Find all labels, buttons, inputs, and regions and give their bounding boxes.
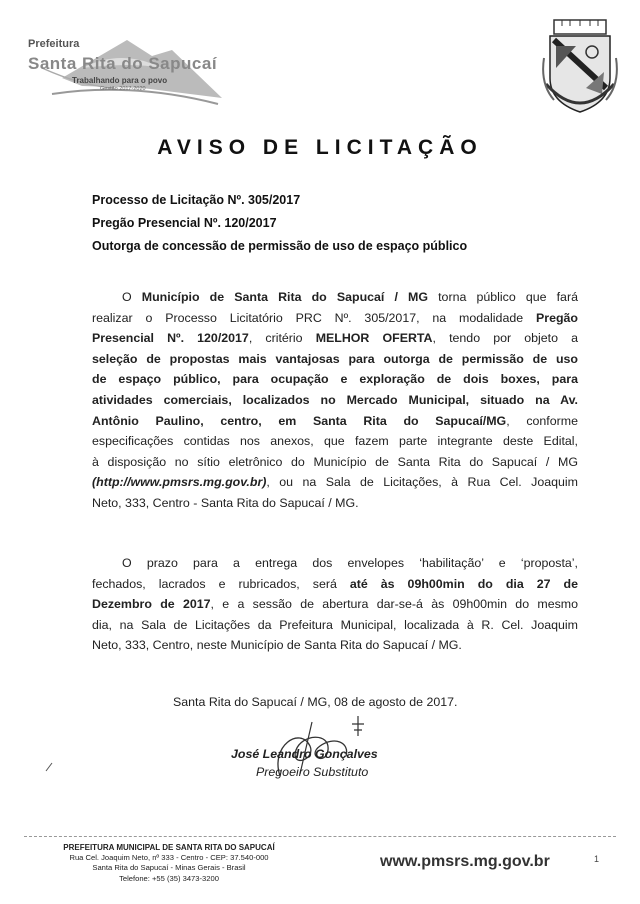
signatory-name: José Leandro Gonçalves xyxy=(231,747,378,761)
paragraph-line: realizar o Processo Licitatório PRC Nº. 305/2017, na modalidade Pregão xyxy=(92,310,578,325)
process-number: Processo de Licitação Nº. 305/2017 xyxy=(92,193,301,207)
prefeitura-logo xyxy=(22,28,222,118)
paragraph-line: fechados, lacrados e rubricados, será até às 09h00min do dia 27 de xyxy=(92,576,578,591)
page-title: AVISO DE LICITAÇÃO xyxy=(157,136,483,159)
paragraph-line: Antônio Paulino, centro, em Santa Rita do Sapucaí/MG, conforme xyxy=(92,413,578,428)
footer-street: Rua Cel. Joaquim Neto, nº 333 - Centro - CEP: 37.540-000 xyxy=(69,853,269,863)
paragraph-line: (http://www.pmsrs.mg.gov.br), ou na Sala de Licitações, à Rua Cel. Joaquim xyxy=(92,475,578,490)
footer-website: www.pmsrs.mg.gov.br xyxy=(380,853,550,870)
footer-city: Santa Rita do Sapucaí - Minas Gerais - Brasil xyxy=(92,863,246,873)
paragraph-line: de espaço público, para ocupação e exploração de dois boxes, para xyxy=(92,372,578,387)
footer-address xyxy=(24,843,314,884)
paragraph-line: atividades comerciais, localizados no Mercado Municipal, situado na Av. xyxy=(92,392,578,407)
logo-line-gestao: Gestão 2017-2020 xyxy=(100,86,146,92)
paragraph-line: Neto, 333, Centro, neste Município de Santa Rita do Sapucaí / MG. xyxy=(92,638,462,653)
paragraph-line: especificações contidas nos anexos, que fazem parte integrante deste Edital, xyxy=(92,434,578,449)
paragraph-2 xyxy=(92,553,578,656)
page-number: 1 xyxy=(594,854,600,864)
paragraph-line: O Município de Santa Rita do Sapucaí / MG torna público que fará xyxy=(122,290,578,304)
paragraph-line: Presencial Nº. 120/2017, critério MELHOR OFERTA, tendo por objeto a xyxy=(92,331,578,346)
footer-org-name: PREFEITURA MUNICIPAL DE SANTA RITA DO SAPUCAÍ xyxy=(63,843,275,852)
footer-divider xyxy=(24,836,616,837)
process-object: Outorga de concessão de permissão de uso de espaço público xyxy=(92,239,468,253)
paragraph-1 xyxy=(92,287,578,514)
footer-phone: Telefone: +55 (35) 3473-3200 xyxy=(119,873,219,883)
paragraph-line: dia, na Sala de Licitações da Prefeitura Municipal, localizada à R. Cel. Joaquim xyxy=(92,617,578,632)
paragraph-line: seleção de propostas mais vantajosas para outorga de permissão de uso xyxy=(92,351,578,366)
logo-line-city: Santa Rita do Sapucaí xyxy=(28,54,218,73)
logo-line-slogan: Trabalhando para o povo xyxy=(72,76,168,85)
paragraph-line: O prazo para a entrega dos envelopes ‘habilitação’ e ‘proposta’, xyxy=(122,556,578,570)
paragraph-line: à disposição no sítio eletrônico do Município de Santa Rita do Sapucaí / MG xyxy=(92,454,578,469)
paragraph-line: Dezembro de 2017, e a sessão de abertura dar-se-á às 09h00min do mesmo xyxy=(92,597,579,612)
pregao-number: Pregão Presencial Nº. 120/2017 xyxy=(92,216,277,230)
signatory-role: Pregoeiro Substituto xyxy=(256,765,369,779)
website-link: (http://www.pmsrs.mg.gov.br) xyxy=(92,475,267,490)
margin-mark-icon xyxy=(44,762,54,772)
paragraph-line: Neto, 333, Centro - Santa Rita do Sapucaí / MG. xyxy=(92,495,359,510)
signature-date: Santa Rita do Sapucaí / MG, 08 de agosto de 2017. xyxy=(173,695,458,709)
logo-line-prefeitura: Prefeitura xyxy=(28,38,80,50)
coat-of-arms-icon xyxy=(540,18,620,118)
